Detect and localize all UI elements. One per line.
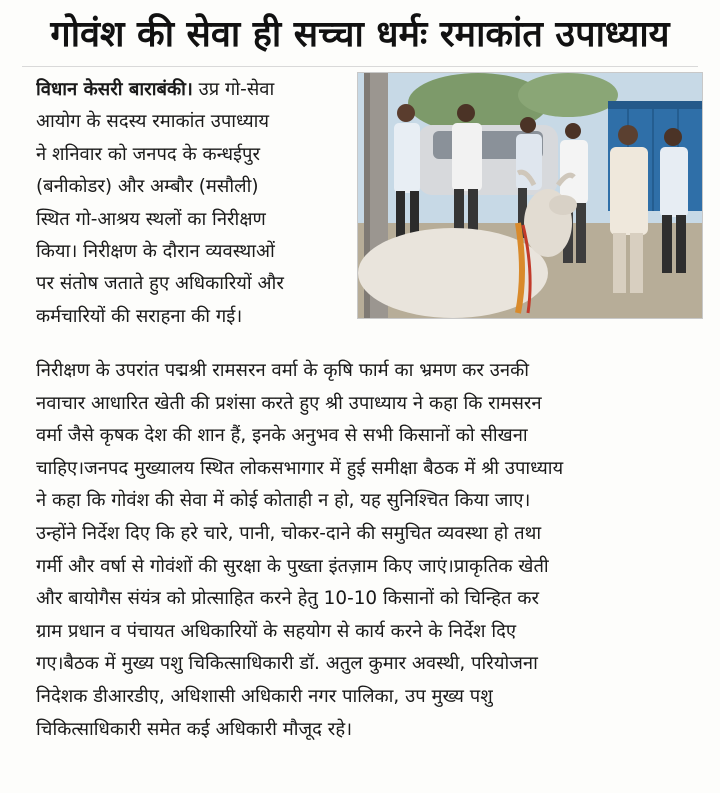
body-line-8: और बायोगैस संयंत्र को प्रोत्साहित करने हेतु 10-10 किसानों को चिन्हित कर (36, 588, 540, 610)
dateline: विधान केसरी बाराबंकी। (36, 79, 193, 100)
body-line-5: ने कहा कि गोवंश की सेवा में कोई कोताही न हो, यह सुनिश्चित किया जाए। (36, 490, 531, 512)
news-photo (357, 72, 703, 319)
lead-line-5: स्थित गो-आश्रय स्थलों का निरीक्षण (36, 208, 266, 230)
lead-line-1 (36, 74, 354, 106)
lead-line-3: ने शनिवार को जनपद के कन्धईपुर (36, 143, 261, 165)
headline: गोवंश की सेवा ही सच्चा धर्मः रमाकांत उपाध्याय (50, 14, 670, 55)
lead-line-4: (बनीकोडर) और अम्बौर (मसौली) (36, 176, 259, 198)
body-line-10: गए।बैठक में मुख्य पशु चिकित्साधिकारी डॉ. अतुल कुमार अवस्थी, परियोजना (36, 653, 538, 675)
lead-line-6: किया। निरीक्षण के दौरान व्यवस्थाओं (36, 241, 275, 263)
body-line-6: उन्होंने निर्देश दिए कि हरे चारे, पानी, चोकर-दाने की समुचित व्यवस्था हो तथा (36, 522, 542, 544)
body-line-1: निरीक्षण के उपरांत पद्मश्री रामसरन वर्मा के कृषि फार्म का भ्रमण कर उनकी (36, 360, 529, 381)
lead-line-1-text: उप्र गो-सेवा (192, 79, 275, 100)
body-line-7: गर्मी और वर्षा से गोवंशों की सुरक्षा के पुख्ता इंतज़ाम किए जाएं।प्राकृतिक खेती (36, 555, 549, 577)
lead-line-2: आयोग के सदस्य रमाकांत उपाध्याय (36, 111, 270, 133)
lead-line-8: कर्मचारियों की सराहना की गई। (36, 305, 243, 327)
photo-illustration (358, 73, 702, 318)
body-line-12: चिकित्साधिकारी समेत कई अधिकारी मौजूद रहे। (36, 718, 353, 740)
body-line-4: चाहिए।जनपद मुख्यालय स्थित लोकसभागार में हुई समीक्षा बैठक में श्री उपाध्याय (36, 457, 564, 479)
body-line-11: निदेशक डीआरडीए, अधिशासी अधिकारी नगर पालिका, उप मुख्य पशु (36, 685, 493, 707)
headline-divider (22, 66, 698, 67)
lead-line-7: पर संतोष जताते हुए अधिकारियों और (36, 273, 284, 295)
body-line-2: नवाचार आधारित खेती की प्रशंसा करते हुए श्री उपाध्याय ने कहा कि रामसरन (36, 392, 542, 414)
body-paragraph (36, 355, 700, 746)
body-line-3: वर्मा जैसे कृषक देश की शान हैं, इनके अनुभव से सभी किसानों को सीखना (36, 425, 528, 447)
body-line-9: ग्राम प्रधान व पंचायत अधिकारियों के सहयोग से कार्य करने के निर्देश दिए (36, 620, 517, 642)
lead-paragraph (36, 74, 354, 333)
